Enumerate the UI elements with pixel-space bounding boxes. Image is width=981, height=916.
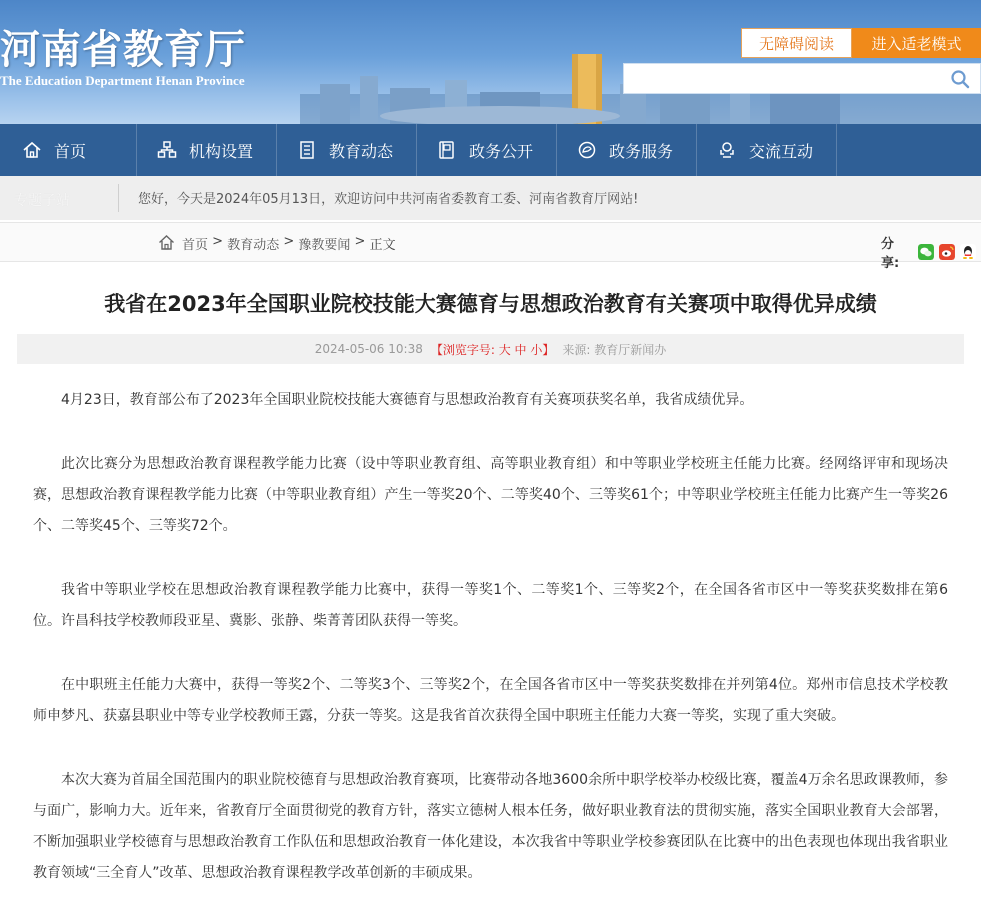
qq-icon[interactable] xyxy=(960,244,976,260)
nav-item-label: 教育动态 xyxy=(329,141,394,161)
share-label: 分享: xyxy=(881,237,900,271)
share-bar xyxy=(881,233,981,271)
breadcrumb-henan-news[interactable]: 豫教要闻 xyxy=(298,238,351,253)
breadcrumb-bar xyxy=(0,222,981,271)
nav-item-home[interactable] xyxy=(0,124,137,176)
article-body xyxy=(33,385,948,916)
wechat-icon[interactable] xyxy=(918,244,934,260)
nav-item-label: 机构设置 xyxy=(189,141,254,161)
article-date: 2024-05-06 10:38 xyxy=(314,342,423,356)
book-icon xyxy=(437,140,457,160)
news-icon xyxy=(297,140,317,160)
nav-item-label: 交流互动 xyxy=(749,141,814,161)
breadcrumb-home[interactable]: 首页 xyxy=(182,238,209,253)
elder-mode-button[interactable]: 进入适老模式 xyxy=(852,28,981,58)
main-nav xyxy=(0,124,981,176)
nav-item-label: 政务服务 xyxy=(609,141,674,161)
site-title-en: The Education Department Henan Province xyxy=(0,73,245,88)
chat-icon xyxy=(717,140,737,160)
nav-item-interact[interactable] xyxy=(697,124,837,176)
font-size-suffix: 】 xyxy=(542,342,555,357)
article-paragraph: 此次比赛分为思想政治教育课程教学能力比赛（设中等职业教育组、高等职业教育组）和中等职业学校班主任能力比赛。经网络评审和现场决赛，思想政治教育课程教学能力比赛（中等职业教育组）产生一等奖20个、二等奖40个、三等奖61个；中等职业学校班主任能力比赛产生一等奖26个、二等奖45个、三等奖72个。 xyxy=(33,456,948,534)
font-medium-button[interactable]: 中 xyxy=(514,342,527,357)
search-icon[interactable] xyxy=(950,69,970,89)
topics-link[interactable]: 专题子站 xyxy=(14,193,70,209)
nav-item-public[interactable] xyxy=(417,124,557,176)
breadcrumb xyxy=(182,234,396,253)
breadcrumb-separator: > xyxy=(350,234,370,249)
font-small-button[interactable]: 小 xyxy=(530,342,543,357)
org-icon xyxy=(157,140,177,160)
article-source: 来源: 教育厅新闻办 xyxy=(562,342,667,357)
article-paragraph: 4月23日，教育部公布了2023年全国职业院校技能大赛德育与思想政治教育有关赛项获奖名单，我省成绩优异。 xyxy=(61,392,754,408)
home-icon xyxy=(158,234,175,251)
article-title: 我省在2023年全国职业院校技能大赛德育与思想政治教育有关赛项中取得优异成绩 xyxy=(104,292,877,316)
article-paragraph: 我省中等职业学校在思想政治教育课程教学能力比赛中，获得一等奖1个、二等奖1个、三等奖2个，在全国各省市区中一等奖获奖数排在第6位。许昌科技学校教师段亚星、冀影、张静、柴菁菁团队获得一等奖。 xyxy=(33,582,948,629)
notice-bar xyxy=(0,176,981,220)
breadcrumb-separator: > xyxy=(279,234,299,249)
nav-item-org[interactable] xyxy=(137,124,277,176)
header-banner xyxy=(0,0,981,124)
article-meta xyxy=(17,334,964,364)
service-icon xyxy=(577,140,597,160)
font-large-button[interactable]: 大 xyxy=(498,342,511,357)
font-size-control xyxy=(431,341,555,358)
home-icon xyxy=(22,140,42,160)
welcome-message: 您好，今天是2024年05月13日，欢迎访问中共河南省委教育工委、河南省教育厅网站! xyxy=(138,192,639,207)
site-title-cn: 河南省教育厅 xyxy=(0,26,246,73)
breadcrumb-separator: > xyxy=(208,234,228,249)
nav-item-label: 政务公开 xyxy=(469,141,534,161)
article-paragraph: 本次大赛为首届全国范围内的职业院校德育与思想政治教育赛项，比赛带动各地3600余所中职学校举办校级比赛，覆盖4万余名思政课教师，参与面广，影响力大。近年来，省教育厅全面贯彻党的教育方针，落实立德树人根本任务，做好职业教育法的贯彻实施，落实全国职业教育大会部署，不断加强职业学校德育与思想政治教育工作队伍和思想政治教育一体化建设，本次我省中等职业学校参赛团队在比赛中的出色表现也体现出我省职业教育领域“三全育人”改革、思想政治教育课程教学改革创新的丰硕成果。 xyxy=(33,772,948,881)
divider xyxy=(118,184,119,212)
nav-item-label: 首页 xyxy=(54,141,87,161)
nav-item-service[interactable] xyxy=(557,124,697,176)
font-size-prefix: 【浏览字号: xyxy=(430,342,499,357)
article-paragraph: 在中职班主任能力大赛中，获得一等奖2个、二等奖3个、三等奖2个，在全国各省市区中一等奖获奖数排在并列第4位。郑州市信息技术学校教师申梦凡、获嘉县职业中等专业学校教师王露，分获一等奖。这是我省首次获得全国中职班主任能力大赛一等奖，实现了重大突破。 xyxy=(33,677,948,724)
weibo-icon[interactable] xyxy=(939,244,955,260)
breadcrumb-news[interactable]: 教育动态 xyxy=(227,238,280,253)
search-box xyxy=(623,63,981,94)
nav-item-news[interactable] xyxy=(277,124,417,176)
breadcrumb-current: 正文 xyxy=(369,238,396,253)
accessibility-button[interactable]: 无障碍阅读 xyxy=(741,28,852,58)
search-input[interactable] xyxy=(624,64,944,93)
